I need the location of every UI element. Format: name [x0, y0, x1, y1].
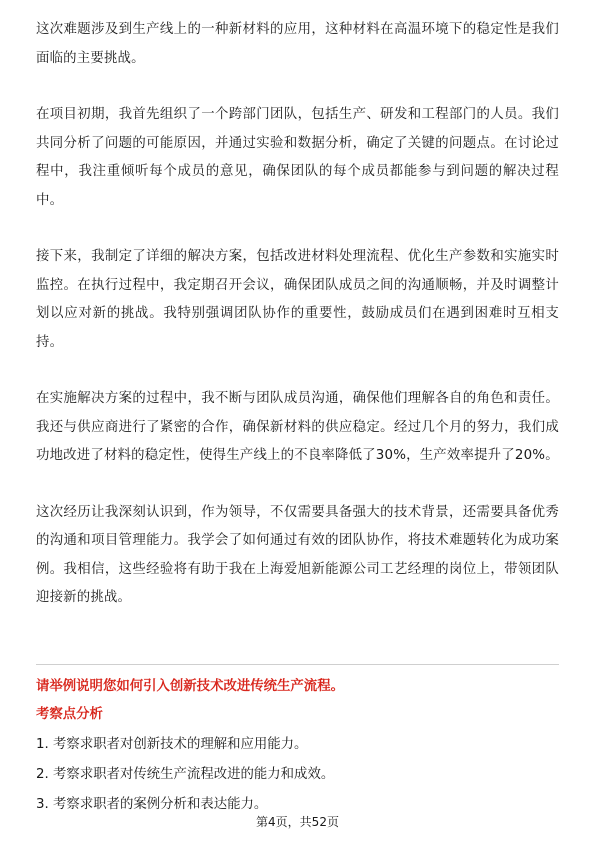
list-item: 1. 考察求职者对创新技术的理解和应用能力。: [36, 737, 308, 752]
paragraph: 接下来，我制定了详细的解决方案，包括改进材料处理流程、优化生产参数和实施实时监控。在执行过程中，我定期召开会议，确保团队成员之间的沟通顺畅，并及时调整计划以应对新的挑战。我特别强调团队协作的重要性，鼓励成员们在遇到困难时互相支持。: [36, 249, 559, 350]
list-item: 3. 考察求职者的案例分析和表达能力。: [36, 797, 268, 812]
analysis-points-list: [36, 730, 559, 820]
section-heading: 考察点分析: [36, 707, 103, 722]
list-item: 2. 考察求职者对传统生产流程改进的能力和成效。: [36, 767, 335, 782]
paragraph: 这次难题涉及到生产线上的一种新材料的应用，这种材料在高温环境下的稳定性是我们面临的主要挑战。: [36, 22, 559, 66]
paragraph: 在实施解决方案的过程中，我不断与团队成员沟通，确保他们理解各自的角色和责任。我还与供应商进行了紧密的合作，确保新材料的供应稳定。经过几个月的努力，我们成功地改进了材料的稳定性，使得生产线上的不良率降低了30%，生产效率提升了20%。: [36, 391, 559, 463]
page-number: 第4页，共52页: [256, 815, 339, 829]
section-divider: [36, 664, 559, 665]
interview-question: 请举例说明您如何引入创新技术改进传统生产流程。: [36, 679, 344, 694]
paragraph: 在项目初期，我首先组织了一个跨部门团队，包括生产、研发和工程部门的人员。我们共同分析了问题的可能原因，并通过实验和数据分析，确定了关键的问题点。在讨论过程中，我注重倾听每个成员的意见，确保团队的每个成员都能参与到问题的解决过程中。: [36, 107, 559, 208]
answer-body: [36, 16, 559, 641]
paragraph: 这次经历让我深刻认识到，作为领导，不仅需要具备强大的技术背景，还需要具备优秀的沟通和项目管理能力。我学会了如何通过有效的团队协作，将技术难题转化为成功案例。我相信，这些经验将有助于我在上海爱旭新能源公司工艺经理的岗位上，带领团队迎接新的挑战。: [36, 504, 559, 605]
